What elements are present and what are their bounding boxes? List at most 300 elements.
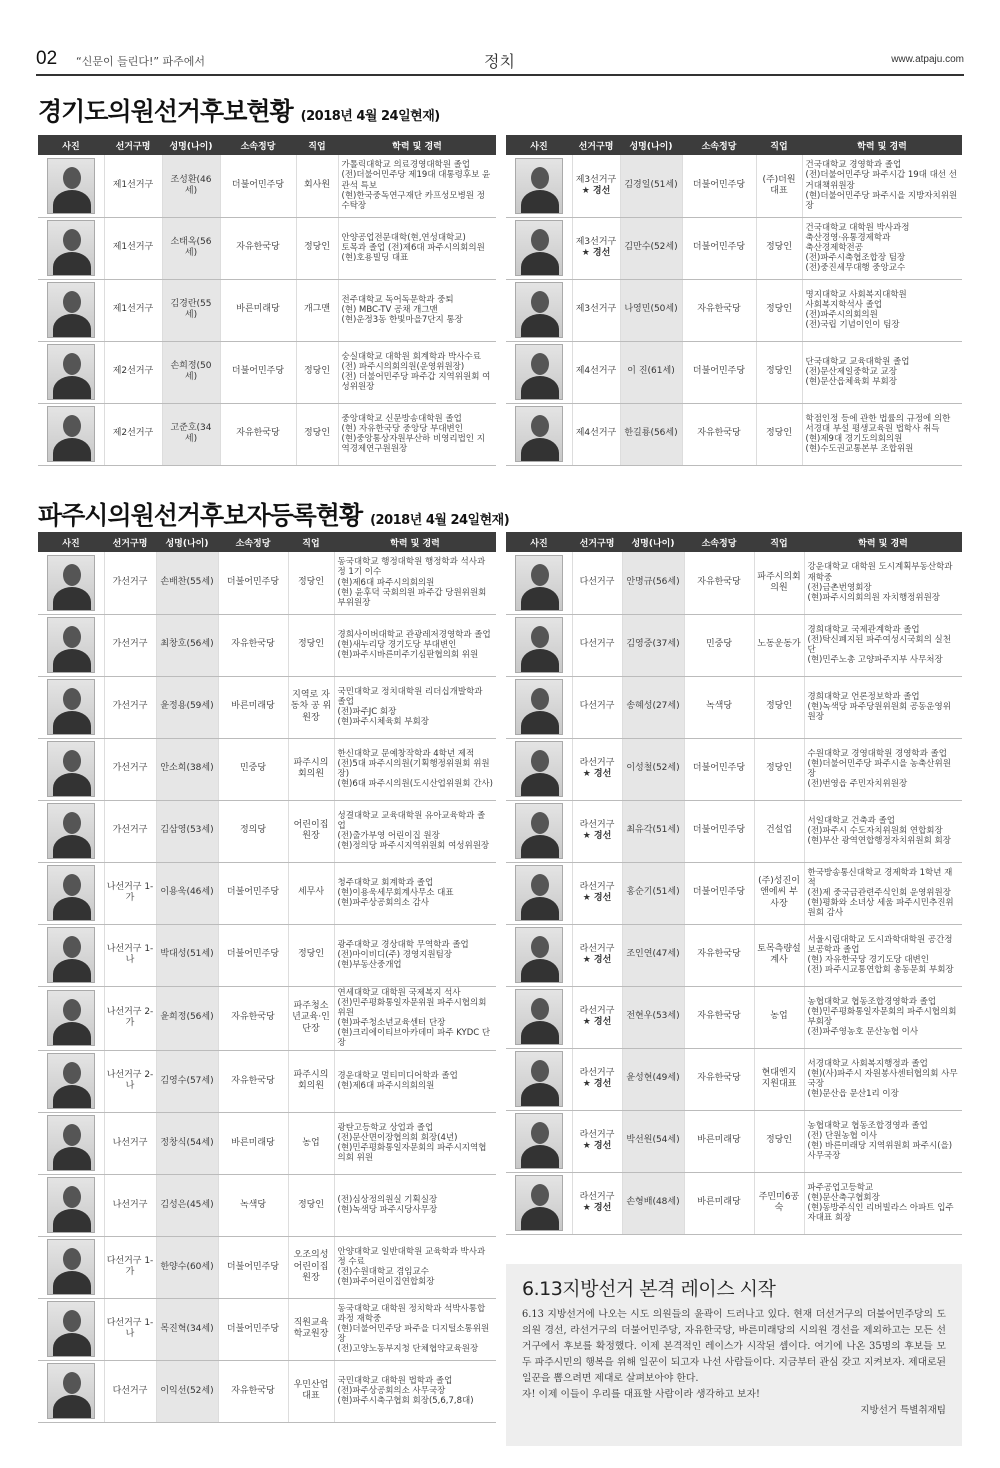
district: 가선거구 — [112, 701, 148, 712]
candidate-photo — [47, 865, 95, 921]
history-line: 가톨릭대학교 의료경영대학원 졸업 — [341, 160, 471, 171]
column-header: 학력 및 경력 — [804, 532, 962, 552]
column-header: 선거구명 — [572, 135, 620, 155]
history-line: (현)녹색당 파주시당사무장 — [337, 1205, 438, 1216]
candidate-name: 최유각(51세) — [622, 800, 684, 862]
occupation: 정당인 — [754, 676, 804, 738]
district-cell — [104, 800, 156, 862]
occupation: 정당인 — [754, 738, 804, 800]
history-line: (전)5대 파주시의원(기획행정위원회 위원장) — [337, 758, 490, 779]
district: 나선거구 — [112, 1137, 148, 1148]
district: 라선거구 — [579, 881, 615, 892]
candidate-name: 김경일(51세) — [620, 155, 682, 217]
table-row — [38, 1112, 496, 1174]
district: 나선거구 — [112, 1199, 148, 1210]
history-line: 경희대학교 언론정보학과 졸업 — [807, 691, 920, 702]
occupation: 회사원 — [296, 155, 338, 217]
district-cell — [104, 1112, 156, 1174]
occupation: (주)더원 대표 — [756, 155, 802, 217]
history-line: (현)부산 광역연합행정자치위원회 회장 — [807, 836, 951, 847]
history-line: (전)파주JC 회장 — [337, 707, 397, 717]
history-line: (현)파주어린이집연합회장 — [337, 1277, 435, 1288]
history-line: (현)민주평화통일자문회의 파주시지역협의회 위원 — [337, 1143, 487, 1164]
district: 제4선거구 — [575, 366, 617, 377]
history-line: (현)더불어민주당 파주을 디지털소통위원장 — [337, 1324, 490, 1345]
table-row — [38, 1174, 496, 1236]
history-line: (현)더불어민주당 파주시을 농축산위원장 — [807, 758, 951, 779]
occupation: 개그맨 — [296, 279, 338, 341]
party: 자유한국당 — [684, 552, 754, 614]
history — [334, 738, 496, 800]
table-row — [38, 986, 496, 1050]
photo-cell — [38, 1236, 104, 1298]
table-row — [506, 403, 962, 465]
history-line: 농협대학교 협동조합경영학과 졸업 — [807, 996, 937, 1007]
district-cell — [572, 1048, 622, 1110]
history — [334, 1050, 496, 1112]
candidate-name: 조성환(46세) — [162, 155, 220, 217]
table-row — [506, 676, 962, 738]
district: 가선거구 — [112, 577, 148, 588]
party: 자유한국당 — [220, 403, 296, 465]
column-header: 선거구명 — [104, 135, 162, 155]
candidate-photo — [515, 989, 563, 1045]
occupation: 정당인 — [756, 217, 802, 279]
party: 자유한국당 — [682, 279, 756, 341]
occupation: 정당인 — [296, 341, 338, 403]
district-cell — [572, 676, 622, 738]
district: 다선거구 — [579, 577, 615, 588]
party: 바른미래당 — [684, 1110, 754, 1172]
article-paragraph: 6.13 지방선거에 나오는 시도 의원들의 윤곽이 드러나고 있다. 현재 더선거구의 더불어민주당의 도의원 경선, 라선거구의 더불어민주당, 자유한국당, 바른미래당의 시의원 경선을 제외하고는 모든 선거구에서 후보를 확정했다. 이제 본격적인 레이스가 시작된 셈이다. 여기에 나온 35명의 후보들 모두 파주시민의 행복을 위해 일꾼이 되고자 나선 사람들이다. 지금부터 관심 갖고 지켜보자. 제대로된 일꾼을 뽑으려면 제대로 살펴보아야 한다. — [522, 1309, 946, 1384]
history — [804, 614, 962, 676]
section1-title: 경기도의원선거후보현황 — [38, 97, 293, 126]
district-cell — [104, 217, 162, 279]
history-line: (전)번영읍 주민자치위원장 — [807, 779, 908, 790]
article-text — [522, 1309, 946, 1400]
column-header: 사진 — [506, 532, 572, 552]
article-body — [522, 1307, 946, 1419]
photo-cell — [506, 924, 572, 986]
party: 더불어민주당 — [218, 1298, 288, 1360]
candidate-name: 손희정(50세) — [162, 341, 220, 403]
primary-badge: ★ 경선 — [582, 1017, 612, 1027]
photo-cell — [506, 1110, 572, 1172]
history-line: 한신대학교 문예창작학과 4학년 제적 — [337, 748, 475, 759]
table-row — [506, 614, 962, 676]
party: 더불어민주당 — [218, 552, 288, 614]
candidate-photo — [515, 679, 563, 735]
candidate-photo — [47, 158, 95, 214]
history-line: (현) 자유한국당 경기도당 대변인 — [807, 955, 929, 965]
history-line: (현)파주시축구협회 회장(5,6,7,8대) — [337, 1396, 474, 1407]
candidate-photo — [47, 1177, 95, 1233]
district-cell — [572, 986, 622, 1048]
occupation: 세무사 — [288, 862, 334, 924]
history — [334, 1236, 496, 1298]
history-line: (현)민주노총 고양파주지부 사무처장 — [807, 655, 943, 666]
party: 더불어민주당 — [218, 862, 288, 924]
district: 다선거구 1-가 — [106, 1255, 154, 1278]
candidate-name: 김영중(37세) — [622, 614, 684, 676]
history-line: (현)더불어민주당 파주시을 지방자치위원장 — [805, 190, 958, 212]
photo-cell — [506, 1048, 572, 1110]
candidate-photo — [515, 220, 563, 276]
candidate-photo — [47, 282, 95, 338]
history-line: (전)더불어민주당 제19대 대통령후보 윤관석 특보 — [341, 170, 491, 191]
section2-title: 파주시의원선거후보자등록현황 — [38, 501, 363, 530]
district-cell — [104, 986, 156, 1050]
history-line: (현)제6대 파주시의회의원 — [337, 1081, 435, 1092]
district-cell — [104, 1298, 156, 1360]
candidate-photo — [515, 741, 563, 797]
district: 다선거구 — [579, 701, 615, 712]
history-line: (현) 윤후덕 국회의원 파주갑 당원위원회 부위원장 — [337, 587, 487, 609]
district: 제1선거구 — [112, 180, 154, 191]
history-line: (현)녹색당 파주당원위원회 공동운영위원장 — [807, 701, 951, 723]
candidate-name: 송혜성(27세) — [622, 676, 684, 738]
site-url[interactable]: www.atpaju.com — [891, 54, 964, 65]
party: 더불어민주당 — [684, 800, 754, 862]
candidate-name: 윤정용(59세) — [156, 676, 218, 738]
party: 자유한국당 — [684, 1048, 754, 1110]
history-line: 농협대학교 협동조합경영과 졸업 — [807, 1120, 928, 1131]
party: 녹색당 — [218, 1174, 288, 1236]
primary-badge: ★ 경선 — [582, 769, 612, 779]
column-header: 성명(나이) — [162, 135, 220, 155]
photo-cell — [38, 279, 104, 341]
column-header: 성명(나이) — [156, 532, 218, 552]
district-cell — [104, 155, 162, 217]
table-row — [506, 738, 962, 800]
table-row — [38, 1236, 496, 1298]
candidate-name: 손배찬(55세) — [156, 552, 218, 614]
photo-cell — [506, 341, 572, 403]
history — [334, 1360, 496, 1422]
history-line: (전)더불어민주당 파주시갑 19대 대선 선거대책위원장 — [805, 170, 957, 191]
occupation: 정당인 — [754, 1110, 804, 1172]
history-line: 국민대학교 정치대학원 리더십개발학과 졸업 — [337, 686, 483, 707]
history-line: 건국대학교 경영학과 졸업 — [805, 160, 902, 171]
party: 바른미래당 — [684, 1172, 754, 1234]
district-cell — [572, 800, 622, 862]
occupation: (주)성진이앤에씨 부사장 — [754, 862, 804, 924]
party: 자유한국당 — [218, 1360, 288, 1422]
history-line: (현)부동산중개업 — [337, 960, 402, 971]
district: 제2선거구 — [112, 366, 154, 377]
table-row — [38, 800, 496, 862]
table-row — [506, 1048, 962, 1110]
history — [802, 403, 962, 465]
history — [804, 1048, 962, 1110]
candidate-name: 김만수(52세) — [620, 217, 682, 279]
column-header: 소속정당 — [684, 532, 754, 552]
occupation: 정당인 — [296, 217, 338, 279]
occupation: 어린이집 원장 — [288, 800, 334, 862]
occupation: 정당인 — [756, 341, 802, 403]
photo-cell — [506, 986, 572, 1048]
section2-heading — [38, 496, 509, 532]
district: 나선거구 2-나 — [106, 1069, 154, 1092]
table-row — [506, 279, 962, 341]
history-line: (현) MBC-TV 공채 개그맨 — [341, 304, 438, 315]
history-line: (현)정의당 파주시지역위원회 여성위원장 — [337, 841, 490, 852]
table-row — [38, 1360, 496, 1422]
candidate-photo — [47, 1363, 95, 1419]
occupation: 정당인 — [756, 403, 802, 465]
history-line: (전)심상정의원실 기획실장 — [337, 1194, 438, 1205]
photo-cell — [38, 1112, 104, 1174]
history — [804, 924, 962, 986]
district-cell — [572, 341, 620, 403]
occupation: 정당인 — [288, 1174, 334, 1236]
district: 라선거구 — [579, 819, 615, 830]
party: 자유한국당 — [684, 924, 754, 986]
history-line: (현) 바른미래당 지역위원회 파주시(을) 사무국장 — [807, 1141, 953, 1162]
district-cell — [104, 924, 156, 986]
history-line: (전)출가부영 어린이집 원장 — [337, 831, 440, 841]
candidate-photo — [515, 865, 563, 921]
district-cell — [572, 403, 620, 465]
district-cell — [104, 862, 156, 924]
candidate-name: 이익선(52세) — [156, 1360, 218, 1422]
photo-cell — [38, 614, 104, 676]
district: 라선거구 — [579, 1129, 615, 1140]
occupation: 토목측량설계사 — [754, 924, 804, 986]
history-line: (전)파주상공회의소 사무국장 — [337, 1386, 446, 1397]
table-row — [506, 924, 962, 986]
history-line: 서울시립대학교 도시과학대학원 공간정보공학과 졸업 — [807, 934, 953, 955]
district-cell — [572, 862, 622, 924]
photo-cell — [506, 552, 572, 614]
history-line: (전)금촌번영회장 — [807, 582, 872, 593]
section-name: 정치 — [484, 52, 515, 71]
district-cell — [572, 1172, 622, 1234]
primary-badge: ★ 경선 — [582, 1079, 612, 1089]
history — [802, 155, 962, 217]
primary-badge: ★ 경선 — [582, 1203, 612, 1213]
history-line: (현)제9대 경기도의회의원 — [805, 434, 903, 444]
history-line: 청주대학교 회계학과 졸업 — [337, 877, 434, 888]
history-line: (전) 더불어민주당 파주갑 지역위원회 여성위원장 — [341, 372, 491, 393]
table-row — [38, 676, 496, 738]
table-row — [506, 1172, 962, 1234]
district: 제1선거구 — [112, 242, 154, 253]
district: 제1선거구 — [112, 304, 154, 315]
candidate-photo — [47, 1115, 95, 1171]
occupation: 주민미6공숙 — [754, 1172, 804, 1234]
district-cell — [104, 738, 156, 800]
history — [338, 403, 496, 465]
party: 자유한국당 — [220, 217, 296, 279]
photo-cell — [38, 1360, 104, 1422]
photo-cell — [38, 1050, 104, 1112]
history-line: 건국대학교 대학원 박사과정 — [805, 222, 910, 233]
history-line: (현)파주상공회의소 감사 — [337, 898, 429, 909]
history-line: (전)중진세무대행 중앙교수 — [805, 263, 906, 274]
party: 민중당 — [218, 738, 288, 800]
occupation: 정당인 — [296, 403, 338, 465]
candidate-photo — [515, 1175, 563, 1231]
history-line: 한국방송통신대학교 경제학과 1학년 재적 — [807, 867, 953, 888]
history-line: 명지대학교 사회복지대학원 — [805, 289, 907, 300]
history-line: (현)호용빌딩 대표 — [341, 253, 409, 264]
district-cell — [572, 614, 622, 676]
column-header: 성명(나이) — [622, 532, 684, 552]
district-cell — [572, 217, 620, 279]
table-row — [506, 341, 962, 403]
district: 나선거구 1-나 — [106, 943, 154, 965]
history-line: 서일대학교 건축과 졸업 — [807, 815, 896, 826]
column-header: 직업 — [288, 532, 334, 552]
candidate-photo — [515, 158, 563, 214]
party: 정의당 — [218, 800, 288, 862]
column-header: 선거구명 — [572, 532, 622, 552]
history-line: (전) 파주시의회의원(운영위원장) — [341, 361, 465, 372]
photo-cell — [506, 676, 572, 738]
photo-cell — [38, 217, 104, 279]
history — [334, 1298, 496, 1360]
history-line: (전) 파주시교통연합회 총동문회 부회장 — [807, 965, 954, 976]
provincial-table-left — [38, 135, 496, 466]
history-line: 성결대학교 교육대학원 유아교육학과 졸업 — [337, 810, 486, 831]
candidate-photo — [47, 1053, 95, 1109]
newspaper-slogan: “신문이 들린다!” 파주에서 — [76, 55, 206, 68]
occupation: 건설업 — [754, 800, 804, 862]
photo-cell — [38, 1298, 104, 1360]
photo-cell — [506, 862, 572, 924]
photo-cell — [38, 341, 104, 403]
district-cell — [104, 1050, 156, 1112]
candidate-name: 윤희정(56세) — [156, 986, 218, 1050]
party: 자유한국당 — [218, 614, 288, 676]
column-header: 학력 및 경력 — [338, 135, 496, 155]
history — [334, 862, 496, 924]
article-paragraph: 자! 이제 이들이 우리를 대표할 사람이라 생각하고 보자! — [522, 1389, 760, 1400]
candidate-photo — [47, 406, 95, 462]
history — [802, 341, 962, 403]
candidate-photo — [47, 555, 95, 611]
candidate-name: 전현우(53세) — [622, 986, 684, 1048]
district-cell — [572, 279, 620, 341]
history-line: (전) 단원농협 이사 — [807, 1130, 878, 1141]
history-line: 토목과 졸업 (전)제6대 파주시의회의원 — [341, 242, 485, 253]
candidate-name: 최창호(56세) — [156, 614, 218, 676]
party: 자유한국당 — [218, 1050, 288, 1112]
photo-cell — [38, 862, 104, 924]
candidate-photo — [515, 282, 563, 338]
history — [334, 800, 496, 862]
photo-cell — [506, 800, 572, 862]
party: 더불어민주당 — [684, 862, 754, 924]
history — [338, 341, 496, 403]
history-line: 단국대학교 교육대학원 졸업 — [805, 356, 910, 367]
history-line: (전)제 중국금관련주식인회 운영위원장 — [807, 887, 951, 898]
history-line: (현)파주시체육회 부회장 — [337, 717, 429, 728]
photo-cell — [38, 738, 104, 800]
candidate-name: 이용욱(46세) — [156, 862, 218, 924]
history-line: (전)마이비디(주) 경영지원팀장 — [337, 949, 452, 960]
table-row — [506, 552, 962, 614]
district: 나선거구 1-가 — [106, 881, 154, 903]
candidate-name: 김경란(55세) — [162, 279, 220, 341]
history-line: (현)파주청소년교육센터 단장 — [337, 1018, 446, 1029]
history-line: (현)문산읍체육회 부회장 — [805, 377, 897, 388]
history-line: (전)파주시의회의원 — [805, 310, 878, 320]
candidate-name: 안소희(38세) — [156, 738, 218, 800]
table-row — [506, 1110, 962, 1172]
occupation: 직원교육 학교원장 — [288, 1298, 334, 1360]
district: 라선거구 — [579, 757, 615, 768]
party: 바른미래당 — [218, 676, 288, 738]
district: 라선거구 — [579, 1005, 615, 1016]
table-row — [38, 155, 496, 217]
candidate-name: 홍순기(51세) — [622, 862, 684, 924]
candidate-photo — [47, 803, 95, 859]
history-line: (현)문산축구협회장 — [807, 1192, 880, 1203]
section1-heading — [38, 92, 440, 128]
history-line: (현) 자유한국당 중앙당 부대변인 — [341, 423, 463, 434]
column-header: 사진 — [38, 135, 104, 155]
candidate-photo — [515, 1113, 563, 1169]
candidate-photo — [47, 1301, 95, 1357]
occupation: 현대엔지 지원대표 — [754, 1048, 804, 1110]
history — [804, 800, 962, 862]
table-row — [38, 341, 496, 403]
party: 더불어민주당 — [682, 217, 756, 279]
occupation: 정당인 — [288, 924, 334, 986]
history — [338, 279, 496, 341]
history — [334, 924, 496, 986]
history-line: 축산경제학전공 — [805, 242, 863, 253]
history-line: 안양공업전문대학(현,연성대학교) — [341, 232, 466, 243]
photo-cell — [506, 279, 572, 341]
occupation: 지역로 자동차 공 위원장 — [288, 676, 334, 738]
district-cell — [104, 614, 156, 676]
history-line: (현)이용욱세무회계사무소 대표 — [337, 887, 454, 898]
photo-cell — [38, 403, 104, 465]
district-cell — [572, 738, 622, 800]
candidate-name: 조인연(47세) — [622, 924, 684, 986]
table-row — [38, 924, 496, 986]
history-line: (현)6대 파주시의원(도시산업위원회 간사) — [337, 779, 493, 790]
history-line: 안양대학교 일반대학원 교육학과 박사과정 수료 — [337, 1246, 486, 1267]
district: 가선거구 — [112, 825, 148, 836]
history — [804, 862, 962, 924]
candidate-photo — [47, 927, 95, 983]
party: 바른미래당 — [220, 279, 296, 341]
district: 제3선거구 — [575, 304, 617, 315]
table-row — [506, 155, 962, 217]
history — [334, 552, 496, 614]
district: 라선거구 — [579, 943, 615, 954]
article-box — [506, 1264, 962, 1446]
history-line: (현)평화와 소녀상 세움 파주시민추진위원회 감사 — [807, 898, 954, 919]
column-header: 직업 — [754, 532, 804, 552]
history-line: (전)문산면이장협의회 회장(4년) — [337, 1132, 458, 1143]
candidate-photo — [515, 406, 563, 462]
candidate-name: 김영수(57세) — [156, 1050, 218, 1112]
district: 제4선거구 — [575, 428, 617, 439]
candidate-name: 윤성현(49세) — [622, 1048, 684, 1110]
district: 라선거구 — [579, 1067, 615, 1078]
history-line: 경희사이버대학교 관광레저경영학과 졸업 — [337, 629, 491, 640]
district: 나선거구 2-가 — [106, 1006, 154, 1029]
candidate-name: 김성은(45세) — [156, 1174, 218, 1236]
party: 더불어민주당 — [682, 341, 756, 403]
city-table-right — [506, 532, 962, 1235]
candidate-name: 정창식(54세) — [156, 1112, 218, 1174]
